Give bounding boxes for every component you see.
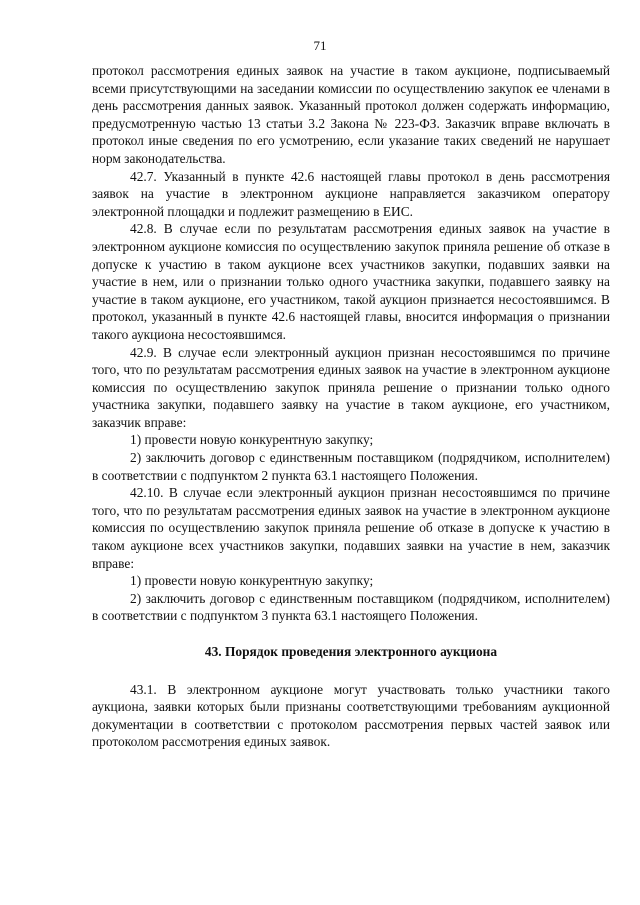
list-item-42-10-1: 1) провести новую конкурентную закупку;: [130, 573, 374, 589]
list-item-42-9-1: 1) провести новую конкурентную закупку;: [130, 432, 374, 448]
paragraph-42-8: 42.8. В случае если по результатам рассмотрения единых заявок на участие в электронном аукционе комиссия по осуществлению закупок приняла решение об отказе в допуске к участию в таком аукционе всех участников закупки, подавших заявки на участие в нем, или о признании только одного участника закупки, подавшего заявку на участие в таком аукционе, его участником, такой аукцион признается несостоявшимся. В протокол, указанный в пункте 42.6 настоящей главы, вносится информация о признании такого аукциона несостоявшимся.: [92, 221, 610, 342]
paragraph-43-1: 43.1. В электронном аукционе могут участвовать только участники такого аукциона, заявки которых были признаны соответствующими требованиям аукционной документации в соответствии с протоколом рассмотрения первых частей заявок или протоколом рассмотрения единых заявок.: [92, 681, 610, 750]
list-item-42-10-2: 2) заключить договор с единственным поставщиком (подрядчиком, исполнителем) в соответствии с подпунктом 3 пункта 63.1 настоящего Положения.: [92, 590, 610, 624]
page-number: 71: [313, 38, 327, 53]
section-heading: 43. Порядок проведения электронного аукциона: [204, 644, 498, 659]
paragraph-42-10: 42.10. В случае если электронный аукцион признан несостоявшимся по причине того, что по результатам рассмотрения единых заявок на участие в электронном аукционе комиссия по осуществлению закупок приняла решение об отказе в допуске к участию в таком аукционе всех участников закупки, подавших заявки на участие в нем, заказчик вправе:: [92, 485, 610, 571]
paragraph-42-7: 42.7. Указанный в пункте 42.6 настоящей главы протокол в день рассмотрения заявок на участие в электронном аукционе направляется заказчиком оператору электронной площадки и подлежит размещению в ЕИС.: [92, 168, 610, 219]
document-body: [92, 62, 610, 751]
list-item-42-9-2: 2) заключить договор с единственным поставщиком (подрядчиком, исполнителем) в соответствии с подпунктом 2 пункта 63.1 настоящего Положения.: [92, 450, 610, 483]
paragraph-continuation: протокол рассмотрения единых заявок на участие в таком аукционе, подписываемый всеми присутствующими на заседании комиссии по осуществлению закупок ее членами в день рассмотрения данных заявок. Указанный протокол должен содержать информацию, предусмотренную частью 13 статьи 3.2 Закона № 223-ФЗ. Заказчик вправе включать в протокол иные сведения по его усмотрению, если указание таких сведений не нарушает норм законодательства.: [92, 63, 610, 166]
paragraph-42-9: 42.9. В случае если электронный аукцион признан несостоявшимся по причине того, что по результатам рассмотрения единых заявок на участие в электронном аукционе комиссия по осуществлению закупок приняла решение о признании только одного участника закупки, подавшего заявку на участие в таком аукционе, его участником, заказчик вправе:: [92, 344, 610, 430]
